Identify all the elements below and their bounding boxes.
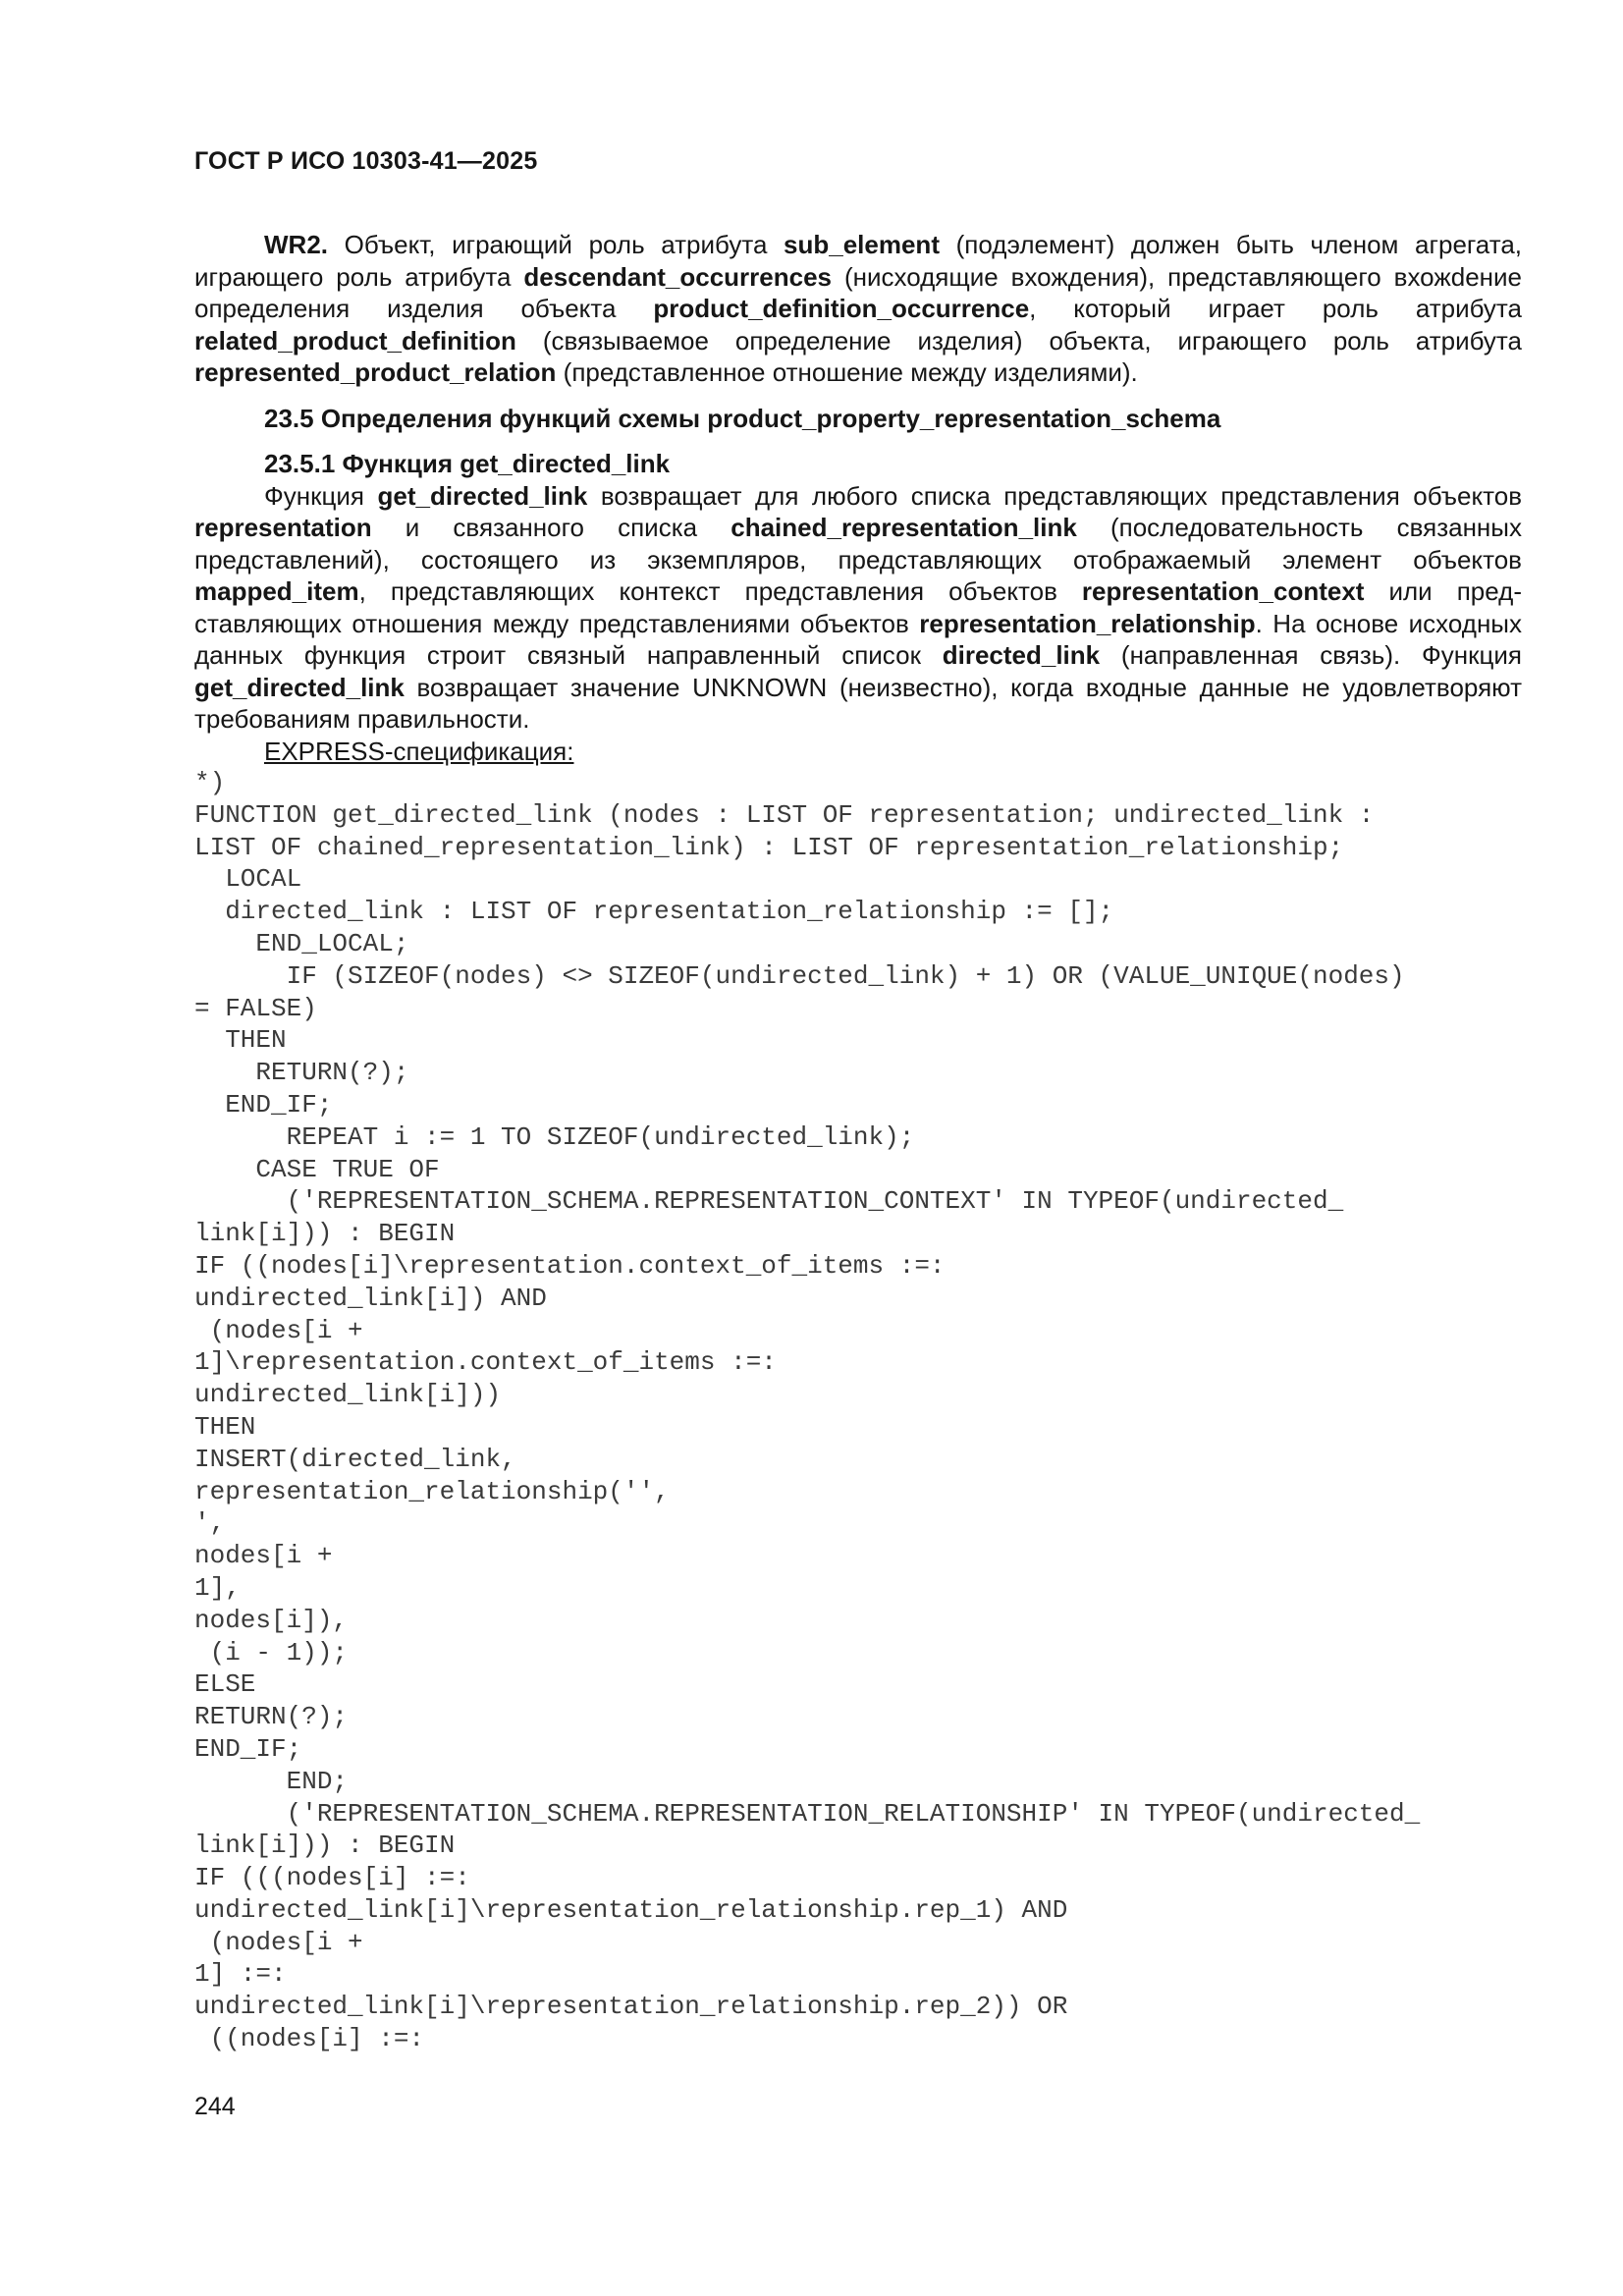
code-line: 1], (194, 1572, 241, 1603)
text-run: (направленная связь). Функция (1100, 640, 1522, 670)
bold-term: get_directed_link (377, 480, 588, 511)
text-run: . На основе исходных данных функция строит связный направленный список (194, 608, 1522, 670)
bold-term: chained_representation_link (730, 513, 1077, 542)
code-line: nodes[i + (194, 1541, 333, 1571)
document-header: ГОСТ Р ИСО 10303-41—2025 (194, 147, 538, 175)
code-line: ('REPRESENTATION_SCHEMA.REPRESENTATION_CONTEXT' IN TYPEOF(undirected_ (194, 1186, 1344, 1217)
code-line: CASE TRUE OF (194, 1154, 440, 1184)
code-line: representation_relationship('', (194, 1476, 670, 1506)
code-line: (nodes[i + (194, 1927, 363, 1957)
code-line: RETURN(?); (194, 1702, 349, 1732)
code-line: *) (194, 768, 226, 797)
code-line: INSERT(directed_link, (194, 1444, 516, 1474)
text-run: (подэлемент) должен быть членом агрегата, играющего роль атрибута (194, 230, 1522, 292)
code-line: nodes[i]), (194, 1605, 349, 1635)
code-line: END_IF; (194, 1733, 302, 1764)
bold-term: descendant_occurrences (523, 261, 833, 292)
code-line: (i - 1)); (194, 1637, 349, 1667)
text-run: (представленное отношение между изделиями). (556, 357, 1138, 387)
code-line: END_IF; (194, 1089, 333, 1120)
code-line: ('REPRESENTATION_SCHEMA.REPRESENTATION_RELATIONSHIP' IN TYPEOF(undirected_ (194, 1798, 1421, 1829)
bold-term: directed_link (942, 640, 1101, 670)
code-line: IF (SIZEOF(nodes) <> SIZEOF(undirected_link) + 1) OR (VALUE_UNIQUE(nodes) (194, 960, 1405, 991)
text-run: Объект, играющий роль атрибута (328, 230, 784, 259)
page-number: 244 (194, 2093, 236, 2120)
rule-paragraph (194, 229, 1522, 389)
express-code-block (194, 767, 1522, 2055)
bold-term: representation_context (1081, 576, 1365, 606)
code-line: IF ((nodes[i]\representation.context_of_items :=: (194, 1250, 946, 1281)
code-line: undirected_link[i]\representation_relationship.rep_1) AND (194, 1894, 1068, 1925)
code-line: REPEAT i := 1 TO SIZEOF(undirected_link); (194, 1121, 915, 1152)
bold-term: product_definition_occurrence (653, 294, 1030, 323)
function-description (194, 480, 1522, 736)
text-run: Функция (264, 480, 378, 511)
code-line: undirected_link[i])) (194, 1380, 502, 1410)
code-line: = FALSE) (194, 993, 317, 1023)
code-line: END; (194, 1766, 349, 1796)
text-run: и связанного списка (371, 513, 731, 542)
text-run: возвращает значение UNKNOWN (неизвестно), когда входные данные не удовлетворяют требованиям правильности. (194, 672, 1522, 734)
code-line: THEN (194, 1025, 287, 1056)
code-line: RETURN(?); (194, 1058, 409, 1088)
bold-term: representation_relationship (919, 608, 1256, 638)
bold-term: represented_product_relation (194, 357, 557, 387)
text-run: или представляющих отношения между представлениями объектов (194, 576, 1523, 638)
code-line: LIST OF chained_representation_link) : LIST OF representation_relationship; (194, 832, 1344, 862)
code-line: undirected_link[i]) AND (194, 1283, 547, 1313)
rule-text (194, 230, 1522, 387)
code-line: link[i])) : BEGIN (194, 1219, 456, 1249)
code-line: END_LOCAL; (194, 928, 409, 958)
code-line: link[i])) : BEGIN (194, 1831, 456, 1861)
text-run: (связываемое определение изделия) объекта, играющего роль атрибута (515, 325, 1522, 355)
section-heading: 23.5 Определения функций схемы product_property_representation_schema (264, 403, 1221, 433)
bold-term: representation (194, 513, 372, 542)
code-line: LOCAL (194, 864, 302, 895)
code-line: directed_link : LIST OF representation_relationship := []; (194, 897, 1114, 927)
bold-term: sub_element (784, 230, 940, 259)
code-line: undirected_link[i]\representation_relationship.rep_2)) OR (194, 1992, 1068, 2022)
code-line: IF (((nodes[i] :=: (194, 1863, 470, 1893)
page-content (194, 229, 1522, 2055)
code-line: (nodes[i + (194, 1315, 363, 1345)
text-run: , который играет роль атрибута (1029, 294, 1522, 323)
text-run: (нисходящие вхождения), представляющего вхожdение определения изделия объекта (194, 261, 1522, 323)
text-run: возвращает для любого списка представляющих представления объектов (587, 480, 1523, 511)
code-line: 1]\representation.context_of_items :=: (194, 1347, 777, 1378)
express-spec-label: EXPRESS-спецификация: (264, 736, 574, 766)
code-line: ((nodes[i] :=: (194, 2024, 425, 2054)
code-line: THEN (194, 1411, 256, 1442)
code-line: FUNCTION get_directed_link (nodes : LIST OF representation; undirected_link : (194, 799, 1375, 830)
text-run: , представляющих контекст представления объектов (358, 576, 1082, 606)
bold-term: related_product_definition (194, 325, 516, 355)
rule-label: WR2. (264, 230, 328, 259)
code-line: ', (194, 1508, 226, 1539)
bold-term: mapped_item (194, 576, 359, 606)
text-run: (последовательность связанных представлений), состоящего из экземпляров, представляющих отображаемый элемент объектов (194, 513, 1522, 574)
code-line: ELSE (194, 1669, 256, 1700)
code-line: 1] :=: (194, 1959, 287, 1990)
bold-term: get_directed_link (194, 672, 405, 702)
subsection-heading: 23.5.1 Функция get_directed_link (264, 449, 671, 478)
